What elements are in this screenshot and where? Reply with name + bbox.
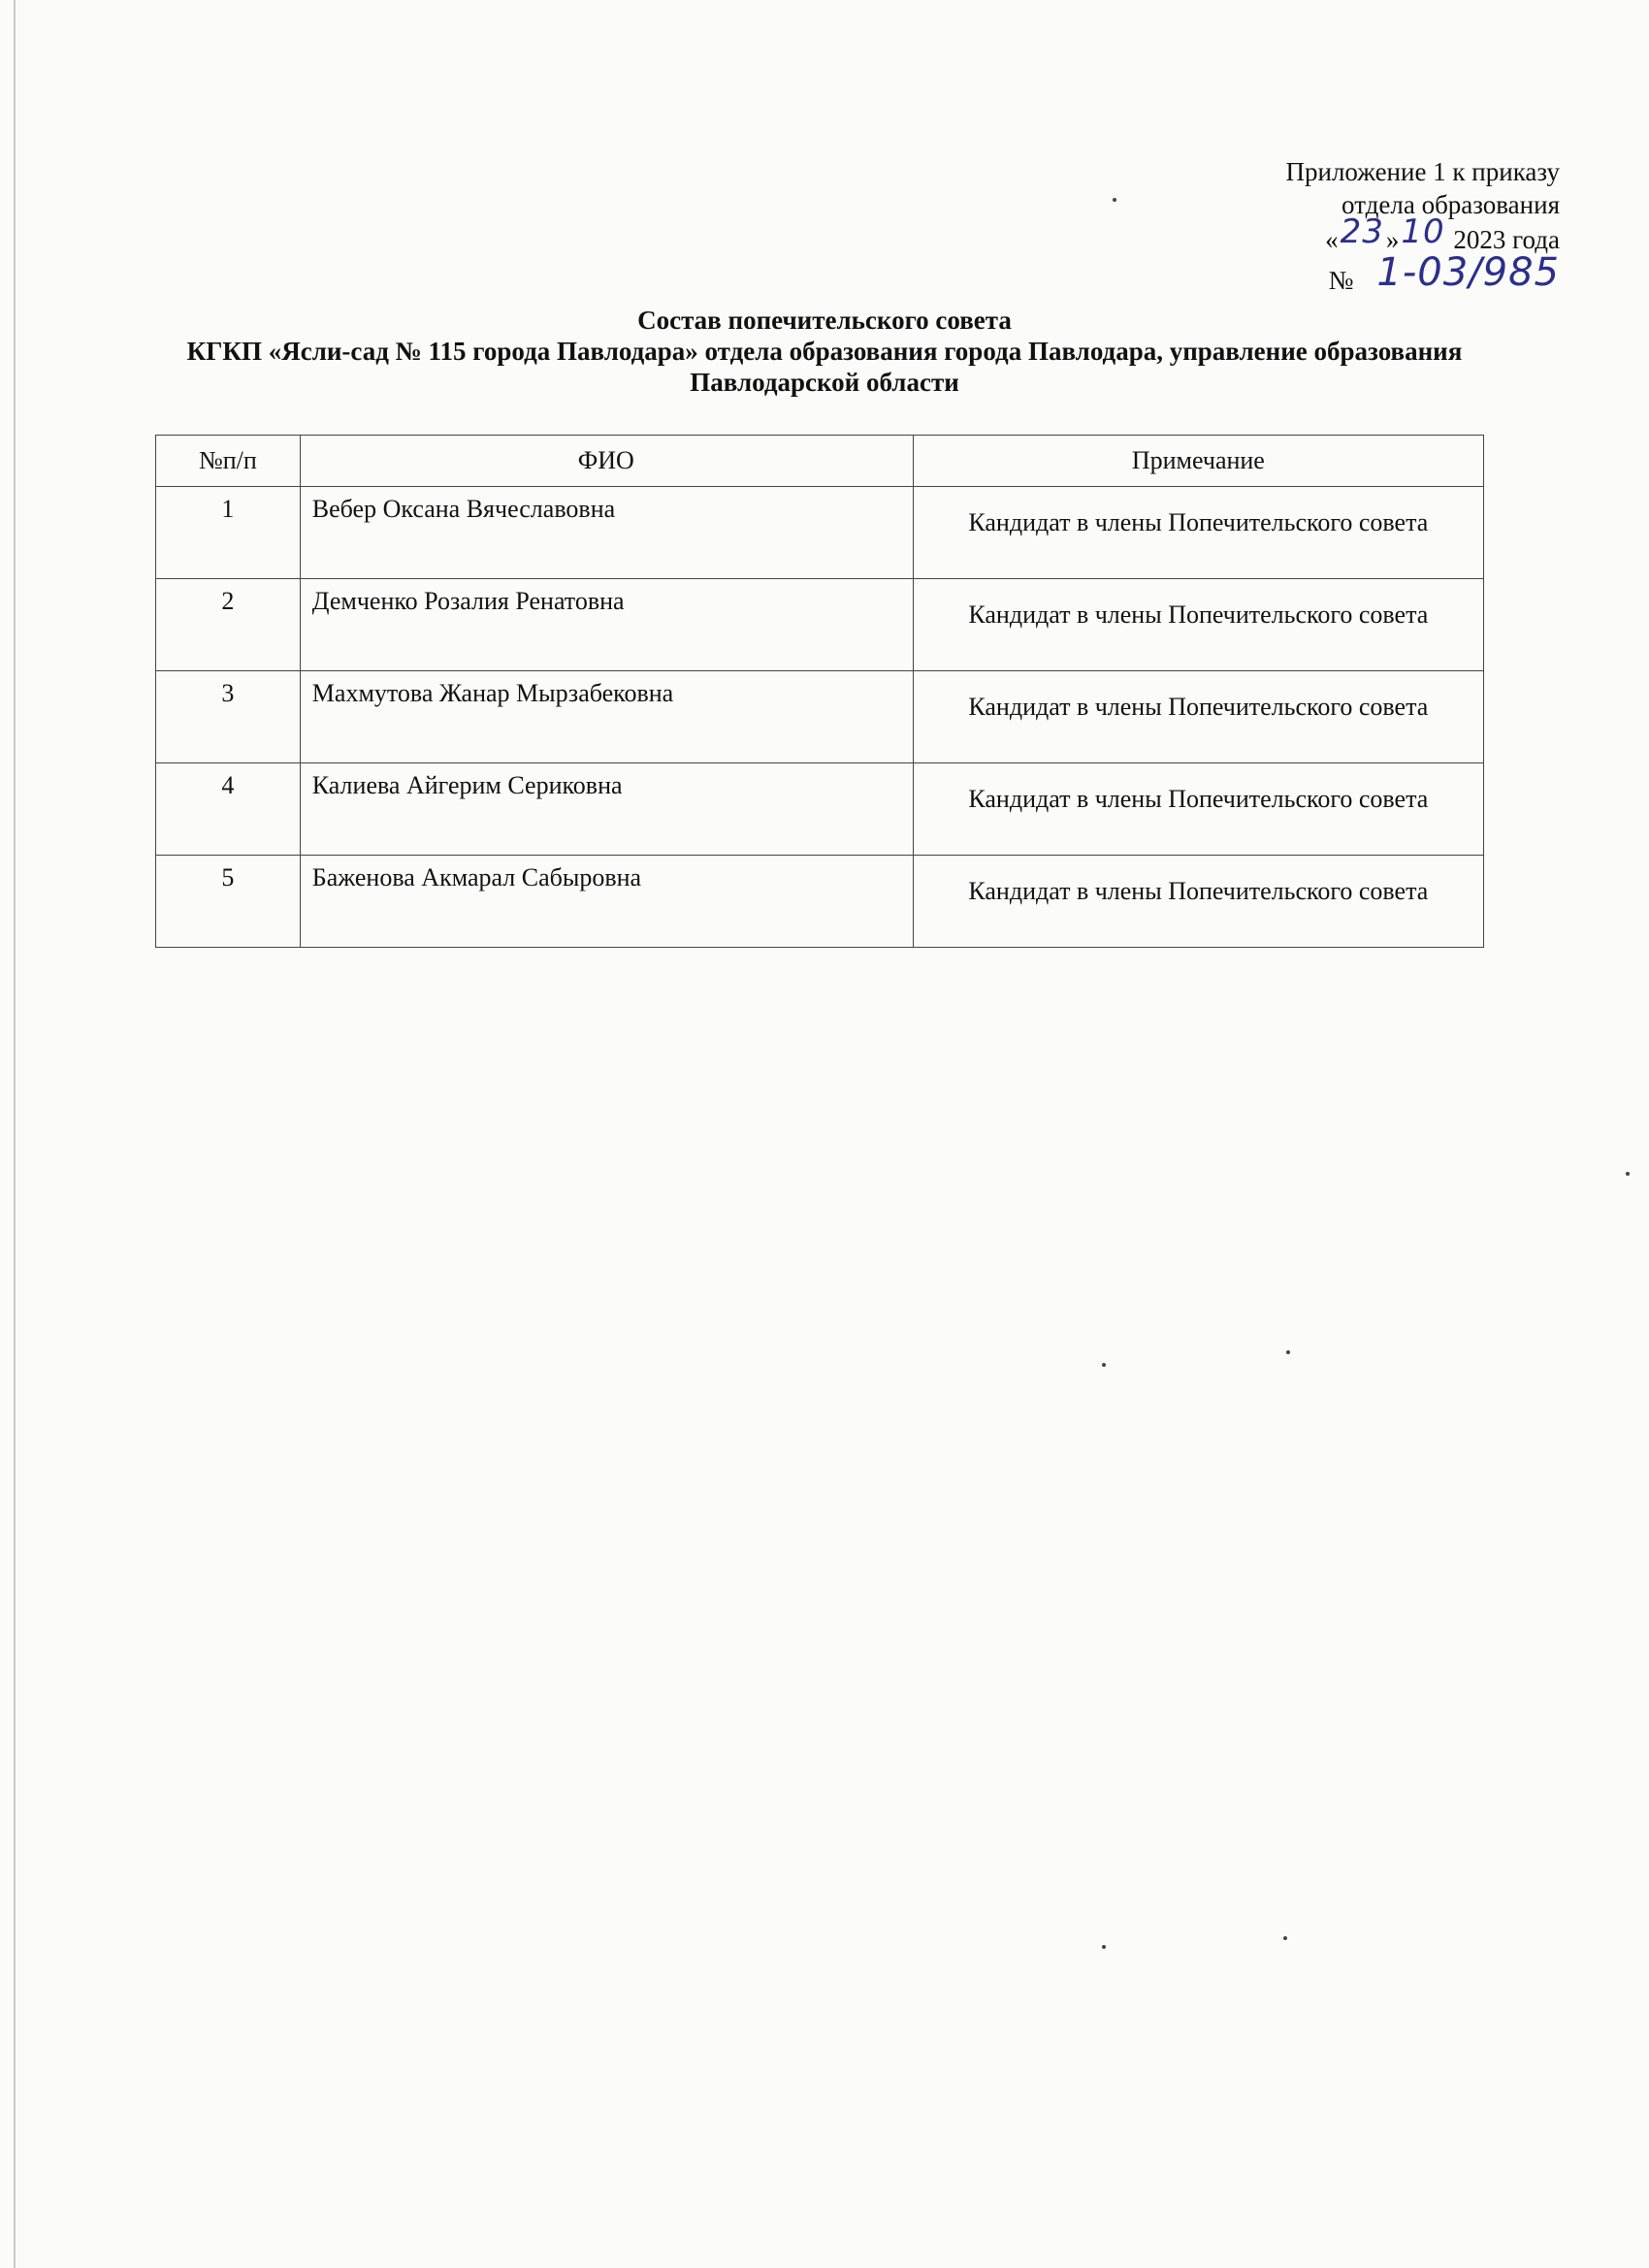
- date-open-quote: «: [1325, 225, 1339, 254]
- title-line-2: КГКП «Ясли-сад № 115 города Павлодара» отдела образования города Павлодара, управление образования: [186, 337, 1463, 366]
- row-name: Вебер Оксана Вячеславовна: [300, 487, 913, 579]
- table-row: [156, 487, 1484, 579]
- number-sign: №: [1328, 266, 1354, 295]
- appendix-header: [1286, 155, 1560, 297]
- row-num: 1: [156, 487, 301, 579]
- row-note-text: Кандидат в члены Попечительского совета: [968, 508, 1429, 536]
- table-row: [156, 579, 1484, 671]
- scan-speck: [1286, 1350, 1290, 1354]
- row-note: [913, 487, 1483, 579]
- appendix-line-2: отдела образования: [1342, 190, 1560, 219]
- row-num: 2: [156, 579, 301, 671]
- row-num: 5: [156, 856, 301, 948]
- scan-speck: [1626, 1172, 1630, 1176]
- row-note-text: Кандидат в члены Попечительского совета: [968, 693, 1429, 721]
- members-table: [155, 435, 1484, 948]
- scan-speck: [1283, 1936, 1287, 1940]
- title-line-3: Павлодарской области: [690, 368, 959, 397]
- row-name: Махмутова Жанар Мырзабековна: [300, 671, 913, 763]
- header-name: ФИО: [300, 436, 913, 487]
- scan-speck: [1113, 198, 1116, 202]
- row-note-text: Кандидат в члены Попечительского совета: [968, 785, 1429, 813]
- scan-speck: [1102, 1945, 1106, 1949]
- row-num: 3: [156, 671, 301, 763]
- header-num: №п/п: [156, 436, 301, 487]
- row-note: [913, 856, 1483, 948]
- table-header-row: [156, 436, 1484, 487]
- date-month-handwritten: 10: [1401, 212, 1445, 251]
- scan-speck: [1102, 1363, 1106, 1367]
- scan-edge: [14, 0, 16, 2268]
- row-name: Калиева Айгерим Сериковна: [300, 763, 913, 856]
- row-note: [913, 579, 1483, 671]
- appendix-number: [1286, 250, 1560, 297]
- header-note: Примечание: [913, 436, 1483, 487]
- table-row: [156, 763, 1484, 856]
- row-note: [913, 763, 1483, 856]
- table-row: [156, 856, 1484, 948]
- row-num: 4: [156, 763, 301, 856]
- row-note-text: Кандидат в члены Попечительского совета: [968, 877, 1429, 905]
- title-line-1: Состав попечительского совета: [637, 306, 1012, 335]
- row-note: [913, 671, 1483, 763]
- row-name: Баженова Акмарал Сабыровна: [300, 856, 913, 948]
- date-close-quote: »: [1385, 225, 1400, 254]
- order-number-handwritten: 1-03/985: [1376, 250, 1560, 295]
- row-note-text: Кандидат в члены Попечительского совета: [968, 600, 1429, 629]
- date-year: 2023 года: [1453, 225, 1560, 254]
- row-name: Демченко Розалия Ренатовна: [300, 579, 913, 671]
- document-title: [136, 305, 1513, 398]
- appendix-line-1: Приложение 1 к приказу: [1285, 157, 1560, 186]
- date-day-handwritten: 23: [1340, 212, 1384, 251]
- table-row: [156, 671, 1484, 763]
